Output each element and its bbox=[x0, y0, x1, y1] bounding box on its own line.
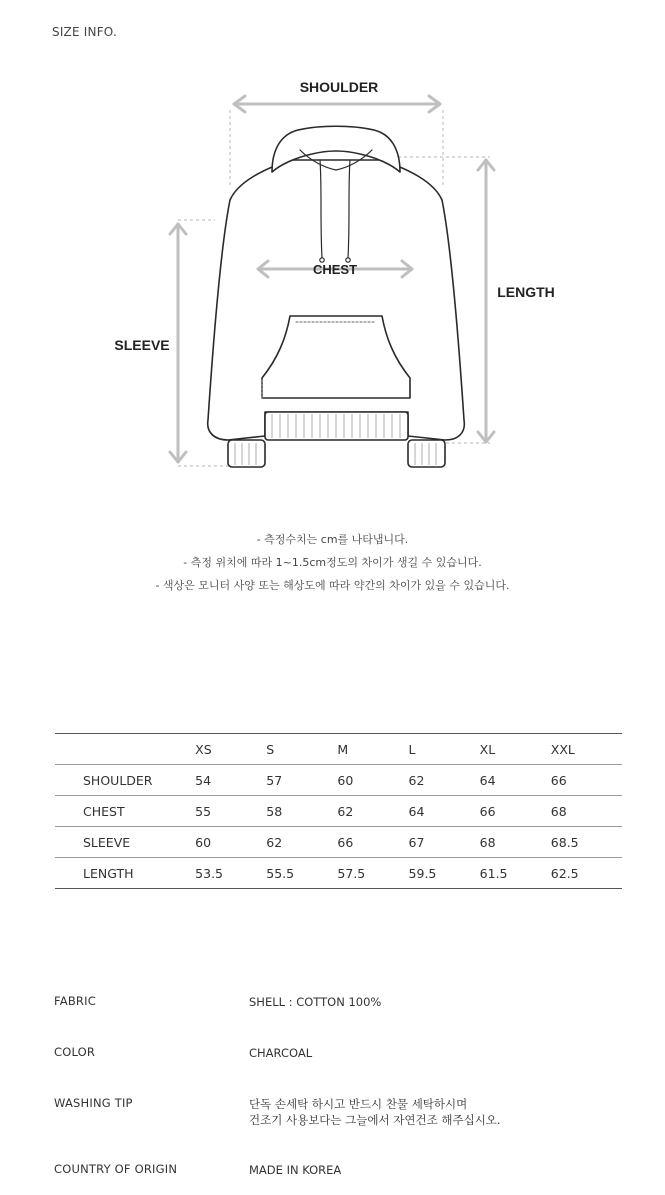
table-cell: 57 bbox=[266, 765, 337, 796]
table-cell: 64 bbox=[480, 765, 551, 796]
table-cell: 68.5 bbox=[551, 827, 622, 858]
length-label: LENGTH bbox=[497, 284, 555, 300]
table-cell: 59.5 bbox=[409, 858, 480, 889]
table-cell: 60 bbox=[195, 827, 266, 858]
table-cell: 66 bbox=[337, 827, 408, 858]
table-cell: 54 bbox=[195, 765, 266, 796]
table-header-cell: XXL bbox=[551, 734, 622, 765]
fabric-value: SHELL : COTTON 100% bbox=[249, 995, 382, 1009]
table-cell: 66 bbox=[551, 765, 622, 796]
table-header-cell: M bbox=[337, 734, 408, 765]
table-row bbox=[55, 858, 622, 889]
table-cell: 64 bbox=[409, 796, 480, 827]
origin-value: MADE IN KOREA bbox=[249, 1163, 342, 1177]
table-cell: 55 bbox=[195, 796, 266, 827]
row-label: CHEST bbox=[55, 796, 195, 827]
color-label: COLOR bbox=[54, 1045, 96, 1059]
row-label: SLEEVE bbox=[55, 827, 195, 858]
table-header-cell: S bbox=[266, 734, 337, 765]
table-header-cell: XL bbox=[480, 734, 551, 765]
washing-label: WASHING TIP bbox=[54, 1096, 133, 1110]
table-cell: 62 bbox=[337, 796, 408, 827]
size-table bbox=[55, 733, 622, 889]
note-line: - 색상은 모니터 사양 또는 해상도에 따라 약간의 차이가 있을 수 있습니다. bbox=[155, 579, 510, 592]
table-cell: 53.5 bbox=[195, 858, 266, 889]
table-header-cell: L bbox=[409, 734, 480, 765]
table-header-cell: XS bbox=[195, 734, 266, 765]
chest-label: CHEST bbox=[312, 262, 358, 277]
table-cell: 58 bbox=[266, 796, 337, 827]
sleeve-arrow bbox=[170, 224, 186, 462]
washing-line: 건조기 사용보다는 그늘에서 자연건조 해주십시오. bbox=[249, 1113, 501, 1127]
length-arrow bbox=[478, 160, 494, 442]
shoulder-label: SHOULDER bbox=[299, 79, 379, 95]
table-row bbox=[55, 827, 622, 858]
table-cell: 60 bbox=[337, 765, 408, 796]
note-line: - 측정 위치에 따라 1~1.5cm정도의 차이가 생길 수 있습니다. bbox=[183, 556, 482, 569]
table-cell: 55.5 bbox=[266, 858, 337, 889]
measurement-notes bbox=[0, 528, 665, 597]
hoodie-measurement-diagram bbox=[0, 0, 665, 520]
table-cell: 68 bbox=[551, 796, 622, 827]
table-cell: 61.5 bbox=[480, 858, 551, 889]
washing-line: 단독 손세탁 하시고 반드시 찬물 세탁하시며 bbox=[249, 1097, 468, 1111]
table-cell: 68 bbox=[480, 827, 551, 858]
washing-value bbox=[249, 1096, 501, 1128]
note-line: - 측정수치는 cm를 나타냅니다. bbox=[256, 533, 409, 546]
row-label: SHOULDER bbox=[55, 765, 195, 796]
section-title: SIZE INFO. bbox=[52, 25, 117, 39]
table-row bbox=[55, 765, 622, 796]
sleeve-label: SLEEVE bbox=[114, 337, 170, 353]
fabric-label: FABRIC bbox=[54, 994, 96, 1008]
size-table-header-row bbox=[55, 734, 622, 765]
table-cell: 62.5 bbox=[551, 858, 622, 889]
table-row bbox=[55, 796, 622, 827]
table-cell: 66 bbox=[480, 796, 551, 827]
row-label: LENGTH bbox=[55, 858, 195, 889]
table-header-cell bbox=[55, 734, 195, 765]
table-cell: 62 bbox=[409, 765, 480, 796]
table-cell: 67 bbox=[409, 827, 480, 858]
origin-label: COUNTRY OF ORIGIN bbox=[54, 1162, 178, 1176]
color-value: CHARCOAL bbox=[249, 1046, 313, 1060]
shoulder-arrow bbox=[234, 96, 440, 112]
table-cell: 62 bbox=[266, 827, 337, 858]
table-cell: 57.5 bbox=[337, 858, 408, 889]
